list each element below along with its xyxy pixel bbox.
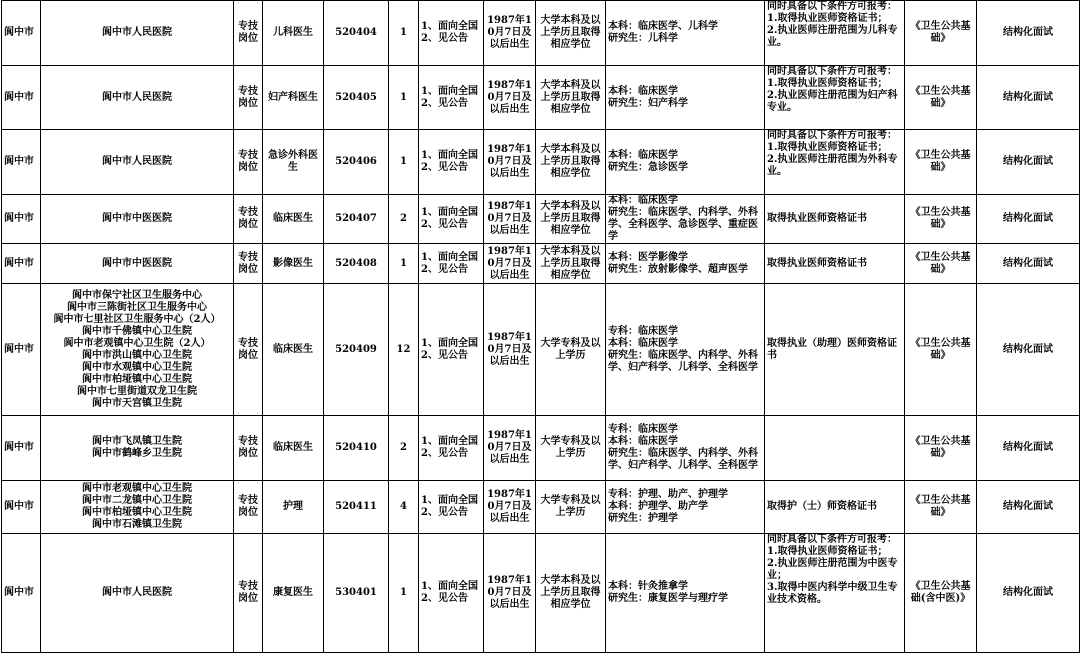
age-cell: 1987年10月7日及以后出生	[484, 481, 536, 534]
major-cell-line: 专科：护理、助产、护理学	[608, 489, 728, 500]
table-body	[2, 1, 1080, 653]
scope-cell-line: 2、见公告	[421, 593, 468, 604]
scope-cell-line: 2、见公告	[421, 162, 468, 173]
post-code-cell: 520410	[324, 416, 389, 481]
other-requirements-cell	[765, 130, 905, 195]
city-cell: 阆中市	[2, 481, 41, 534]
count-cell: 1	[389, 66, 419, 130]
city-cell: 阆中市	[2, 195, 41, 244]
other-requirements-cell	[765, 1, 905, 66]
other-requirements-cell-line: 3.取得中医内科学中级卫生专业技术资格。	[767, 582, 898, 605]
post-type-cell: 专技岗位	[234, 481, 263, 534]
unit-cell-line: 阆中市飞凤镇卫生院	[92, 436, 182, 447]
major-cell-line: 专科：临床医学	[608, 325, 678, 337]
interview-cell: 结构化面试	[977, 130, 1080, 195]
major-cell	[606, 1, 765, 66]
education-cell: 大学本科及以上学历且取得相应学位	[536, 66, 606, 130]
other-requirements-cell	[765, 481, 905, 534]
scope-cell-line: 2、见公告	[421, 263, 468, 275]
unit-cell-line: 阆中市鹤峰乡卫生院	[92, 448, 182, 459]
post-code-cell: 530401	[324, 534, 389, 653]
unit-cell-line: 阆中市保宁社区卫生服务中心	[72, 289, 202, 301]
age-cell: 1987年10月7日及以后出生	[484, 1, 536, 66]
major-cell-line: 本科：临床医学、儿科学	[608, 21, 718, 32]
unit-cell	[41, 130, 234, 195]
exam-subject-cell: 《卫生公共基础》	[905, 416, 977, 481]
scope-cell	[419, 534, 484, 653]
exam-subject-cell: 《卫生公共基础》	[905, 1, 977, 66]
post-type-cell: 专技岗位	[234, 416, 263, 481]
scope-cell	[419, 284, 484, 416]
post-name-cell: 急诊外科医生	[263, 130, 324, 195]
scope-cell-line: 1、面向全国	[421, 337, 478, 349]
unit-cell	[41, 534, 234, 653]
other-requirements-cell	[765, 66, 905, 130]
scope-cell	[419, 130, 484, 195]
unit-cell-line: 阆中市七里街道双龙卫生院	[77, 385, 197, 397]
post-type-cell: 专技岗位	[234, 534, 263, 653]
major-cell-line: 研究生：儿科学	[608, 33, 678, 44]
unit-cell-line: 阆中市人民医院	[102, 91, 172, 103]
scope-cell-line: 1、面向全国	[421, 21, 478, 32]
count-cell: 1	[389, 130, 419, 195]
post-type-cell: 专技岗位	[234, 244, 263, 284]
unit-cell	[41, 195, 234, 244]
exam-subject-cell: 《卫生公共基础》	[905, 244, 977, 284]
unit-cell-line: 阆中市老观镇中心卫生院	[82, 483, 192, 494]
table-row	[2, 481, 1080, 534]
age-cell: 1987年10月7日及以后出生	[484, 416, 536, 481]
scope-cell	[419, 1, 484, 66]
major-cell	[606, 130, 765, 195]
major-cell-line: 研究生：临床医学、内科学、外科学、妇产科学、儿科学、全科医学	[608, 349, 758, 373]
unit-cell-line: 阆中市柏垭镇中心卫生院	[82, 507, 192, 518]
count-cell: 2	[389, 416, 419, 481]
other-requirements-cell-line: 2.执业医师注册范围为儿科专业。	[767, 25, 898, 48]
post-type-cell: 专技岗位	[234, 284, 263, 416]
other-requirements-cell-line: 取得执业医师资格证书	[767, 257, 867, 269]
interview-cell: 结构化面试	[977, 66, 1080, 130]
education-cell: 大学专科及以上学历	[536, 284, 606, 416]
major-cell-line: 本科：临床医学	[608, 195, 678, 206]
scope-cell-line: 2、见公告	[421, 219, 468, 230]
unit-cell	[41, 416, 234, 481]
other-requirements-cell-line: 同时具备以下条件方可报考：	[767, 1, 897, 12]
major-cell-line: 本科：临床医学	[608, 85, 678, 97]
post-name-cell: 临床医生	[263, 284, 324, 416]
city-cell: 阆中市	[2, 66, 41, 130]
scope-cell-line: 2、见公告	[421, 33, 468, 44]
major-cell-line: 本科：临床医学	[608, 150, 678, 161]
interview-cell: 结构化面试	[977, 534, 1080, 653]
education-cell: 大学本科及以上学历且取得相应学位	[536, 195, 606, 244]
city-cell: 阆中市	[2, 1, 41, 66]
unit-cell	[41, 244, 234, 284]
scope-cell-line: 2、见公告	[421, 349, 468, 361]
city-cell: 阆中市	[2, 416, 41, 481]
exam-subject-cell: 《卫生公共基础》	[905, 481, 977, 534]
major-cell-line: 研究生：康复医学与理疗学	[608, 593, 728, 604]
scope-cell-line: 2、见公告	[421, 448, 468, 459]
major-cell-line: 研究生：急诊医学	[608, 162, 688, 173]
major-cell-line: 本科：临床医学	[608, 436, 678, 447]
major-cell	[606, 481, 765, 534]
city-cell: 阆中市	[2, 130, 41, 195]
scope-cell-line: 1、面向全国	[421, 207, 478, 218]
count-cell: 12	[389, 284, 419, 416]
unit-cell-line: 阆中市人民医院	[102, 587, 172, 598]
other-requirements-cell-line: 1.取得执业医师资格证书；	[767, 78, 888, 89]
other-requirements-cell-line: 2.执业医师注册范围为妇产科专业。	[767, 90, 898, 113]
other-requirements-cell-line: 同时具备以下条件方可报考：	[767, 66, 897, 77]
scope-cell-line: 2、见公告	[421, 507, 468, 518]
post-name-cell: 影像医生	[263, 244, 324, 284]
table-row	[2, 130, 1080, 195]
age-cell: 1987年10月7日及以后出生	[484, 284, 536, 416]
table-row	[2, 195, 1080, 244]
major-cell-line: 本科：临床医学	[608, 337, 678, 349]
major-cell-line: 研究生：临床医学、内科学、外科学、妇产科学、儿科学、全科医学	[608, 448, 758, 471]
education-cell: 大学本科及以上学历且取得相应学位	[536, 130, 606, 195]
age-cell: 1987年10月7日及以后出生	[484, 195, 536, 244]
education-cell: 大学本科及以上学历且取得相应学位	[536, 1, 606, 66]
post-code-cell: 520405	[324, 66, 389, 130]
unit-cell-line: 阆中市石滩镇卫生院	[92, 519, 182, 530]
major-cell-line: 研究生：放射影像学、超声医学	[608, 263, 748, 275]
age-cell: 1987年10月7日及以后出生	[484, 244, 536, 284]
other-requirements-cell-line: 取得执业医师资格证书	[767, 213, 867, 224]
major-cell	[606, 416, 765, 481]
age-cell: 1987年10月7日及以后出生	[484, 130, 536, 195]
unit-cell-line: 阆中市人民医院	[102, 27, 172, 38]
unit-cell-line: 阆中市人民医院	[102, 156, 172, 167]
major-cell-line: 本科：护理学、助产学	[608, 501, 708, 512]
scope-cell-line: 1、面向全国	[421, 85, 478, 97]
table-row	[2, 1, 1080, 66]
count-cell: 2	[389, 195, 419, 244]
education-cell: 大学专科及以上学历	[536, 481, 606, 534]
interview-cell: 结构化面试	[977, 416, 1080, 481]
post-code-cell: 520408	[324, 244, 389, 284]
interview-cell: 结构化面试	[977, 284, 1080, 416]
interview-cell: 结构化面试	[977, 195, 1080, 244]
city-cell: 阆中市	[2, 244, 41, 284]
major-cell	[606, 534, 765, 653]
post-code-cell: 520404	[324, 1, 389, 66]
other-requirements-cell-line: 2.执业医师注册范围为中医专业；	[767, 558, 898, 581]
unit-cell-line: 阆中市千佛镇中心卫生院	[82, 325, 192, 337]
other-requirements-cell	[765, 534, 905, 653]
age-cell: 1987年10月7日及以后出生	[484, 534, 536, 653]
exam-subject-cell: 《卫生公共基础》	[905, 130, 977, 195]
other-requirements-cell-line: 取得执业（助理）医师资格证书	[767, 337, 897, 361]
exam-subject-cell: 《卫生公共基础》	[905, 66, 977, 130]
other-requirements-cell-line: 2.执业医师注册范围为外科专业。	[767, 154, 898, 177]
post-type-cell: 专技岗位	[234, 66, 263, 130]
scope-cell-line: 1、面向全国	[421, 581, 478, 592]
scope-cell-line: 2、见公告	[421, 97, 468, 109]
count-cell: 1	[389, 534, 419, 653]
table-row	[2, 66, 1080, 130]
scope-cell-line: 1、面向全国	[421, 251, 478, 263]
scope-cell	[419, 244, 484, 284]
education-cell: 大学本科及以上学历且取得相应学位	[536, 244, 606, 284]
unit-cell	[41, 1, 234, 66]
post-code-cell: 520407	[324, 195, 389, 244]
exam-subject-cell: 《卫生公共基础》	[905, 284, 977, 416]
unit-cell-line: 阆中市老观镇中心卫生院（2人）	[63, 337, 211, 349]
other-requirements-cell	[765, 195, 905, 244]
count-cell: 1	[389, 1, 419, 66]
unit-cell	[41, 66, 234, 130]
post-name-cell: 护理	[263, 481, 324, 534]
major-cell	[606, 66, 765, 130]
post-code-cell: 520406	[324, 130, 389, 195]
exam-subject-cell: 《卫生公共基础》	[905, 195, 977, 244]
other-requirements-cell	[765, 416, 905, 481]
major-cell-line: 本科：医学影像学	[608, 251, 688, 263]
unit-cell-line: 阆中市二龙镇中心卫生院	[82, 495, 192, 506]
unit-cell-line: 阆中市洪山镇中心卫生院	[82, 349, 192, 361]
unit-cell-line: 阆中市三陈街社区卫生服务中心	[67, 301, 207, 313]
other-requirements-cell-line: 1.取得执业医师资格证书；	[767, 13, 888, 24]
table-row	[2, 416, 1080, 481]
unit-cell-line: 阆中市七里社区卫生服务中心（2人）	[53, 313, 221, 325]
scope-cell	[419, 481, 484, 534]
count-cell: 1	[389, 244, 419, 284]
post-code-cell: 520409	[324, 284, 389, 416]
age-cell: 1987年10月7日及以后出生	[484, 66, 536, 130]
major-cell-line: 研究生：临床医学、内科学、外科学、全科医学、急诊医学、重症医学	[608, 207, 758, 242]
major-cell	[606, 284, 765, 416]
other-requirements-cell-line: 1.取得执业医师资格证书；	[767, 546, 888, 557]
post-name-cell: 康复医生	[263, 534, 324, 653]
other-requirements-cell-line: 同时具备以下条件方可报考：	[767, 130, 897, 141]
post-name-cell: 妇产科医生	[263, 66, 324, 130]
post-name-cell: 临床医生	[263, 416, 324, 481]
major-cell-line: 研究生：妇产科学	[608, 97, 688, 109]
major-cell	[606, 195, 765, 244]
unit-cell-line: 阆中市柏垭镇中心卫生院	[82, 373, 192, 385]
other-requirements-cell	[765, 284, 905, 416]
major-cell-line: 专科：临床医学	[608, 424, 678, 435]
post-code-cell: 520411	[324, 481, 389, 534]
unit-cell	[41, 284, 234, 416]
table-row	[2, 534, 1080, 653]
other-requirements-cell	[765, 244, 905, 284]
scope-cell-line: 1、面向全国	[421, 150, 478, 161]
unit-cell-line: 阆中市天宫镇卫生院	[92, 397, 182, 409]
exam-subject-cell: 《卫生公共基础(含中医)》	[905, 534, 977, 653]
city-cell: 阆中市	[2, 284, 41, 416]
post-type-cell: 专技岗位	[234, 1, 263, 66]
other-requirements-cell-line: 1.取得执业医师资格证书；	[767, 142, 888, 153]
post-name-cell: 儿科医生	[263, 1, 324, 66]
count-cell: 4	[389, 481, 419, 534]
major-cell-line: 研究生：护理学	[608, 513, 678, 524]
scope-cell	[419, 66, 484, 130]
major-cell	[606, 244, 765, 284]
education-cell: 大学本科及以上学历且取得相应学位	[536, 534, 606, 653]
other-requirements-cell-line: 同时具备以下条件方可报考：	[767, 534, 897, 545]
scope-cell	[419, 416, 484, 481]
post-name-cell: 临床医生	[263, 195, 324, 244]
scope-cell-line: 1、面向全国	[421, 495, 478, 506]
table-row	[2, 244, 1080, 284]
interview-cell: 结构化面试	[977, 481, 1080, 534]
scope-cell-line: 1、面向全国	[421, 436, 478, 447]
major-cell-line: 本科：针灸推拿学	[608, 581, 688, 592]
unit-cell-line: 阆中市中医医院	[102, 257, 172, 269]
other-requirements-cell-line: 取得护（士）师资格证书	[767, 501, 877, 512]
scope-cell	[419, 195, 484, 244]
unit-cell	[41, 481, 234, 534]
education-cell: 大学专科及以上学历	[536, 416, 606, 481]
unit-cell-line: 阆中市水观镇中心卫生院	[82, 361, 192, 373]
recruitment-table	[1, 0, 1080, 653]
interview-cell: 结构化面试	[977, 244, 1080, 284]
table-row	[2, 284, 1080, 416]
post-type-cell: 专技岗位	[234, 130, 263, 195]
post-type-cell: 专技岗位	[234, 195, 263, 244]
unit-cell-line: 阆中市中医医院	[102, 213, 172, 224]
interview-cell: 结构化面试	[977, 1, 1080, 66]
city-cell: 阆中市	[2, 534, 41, 653]
